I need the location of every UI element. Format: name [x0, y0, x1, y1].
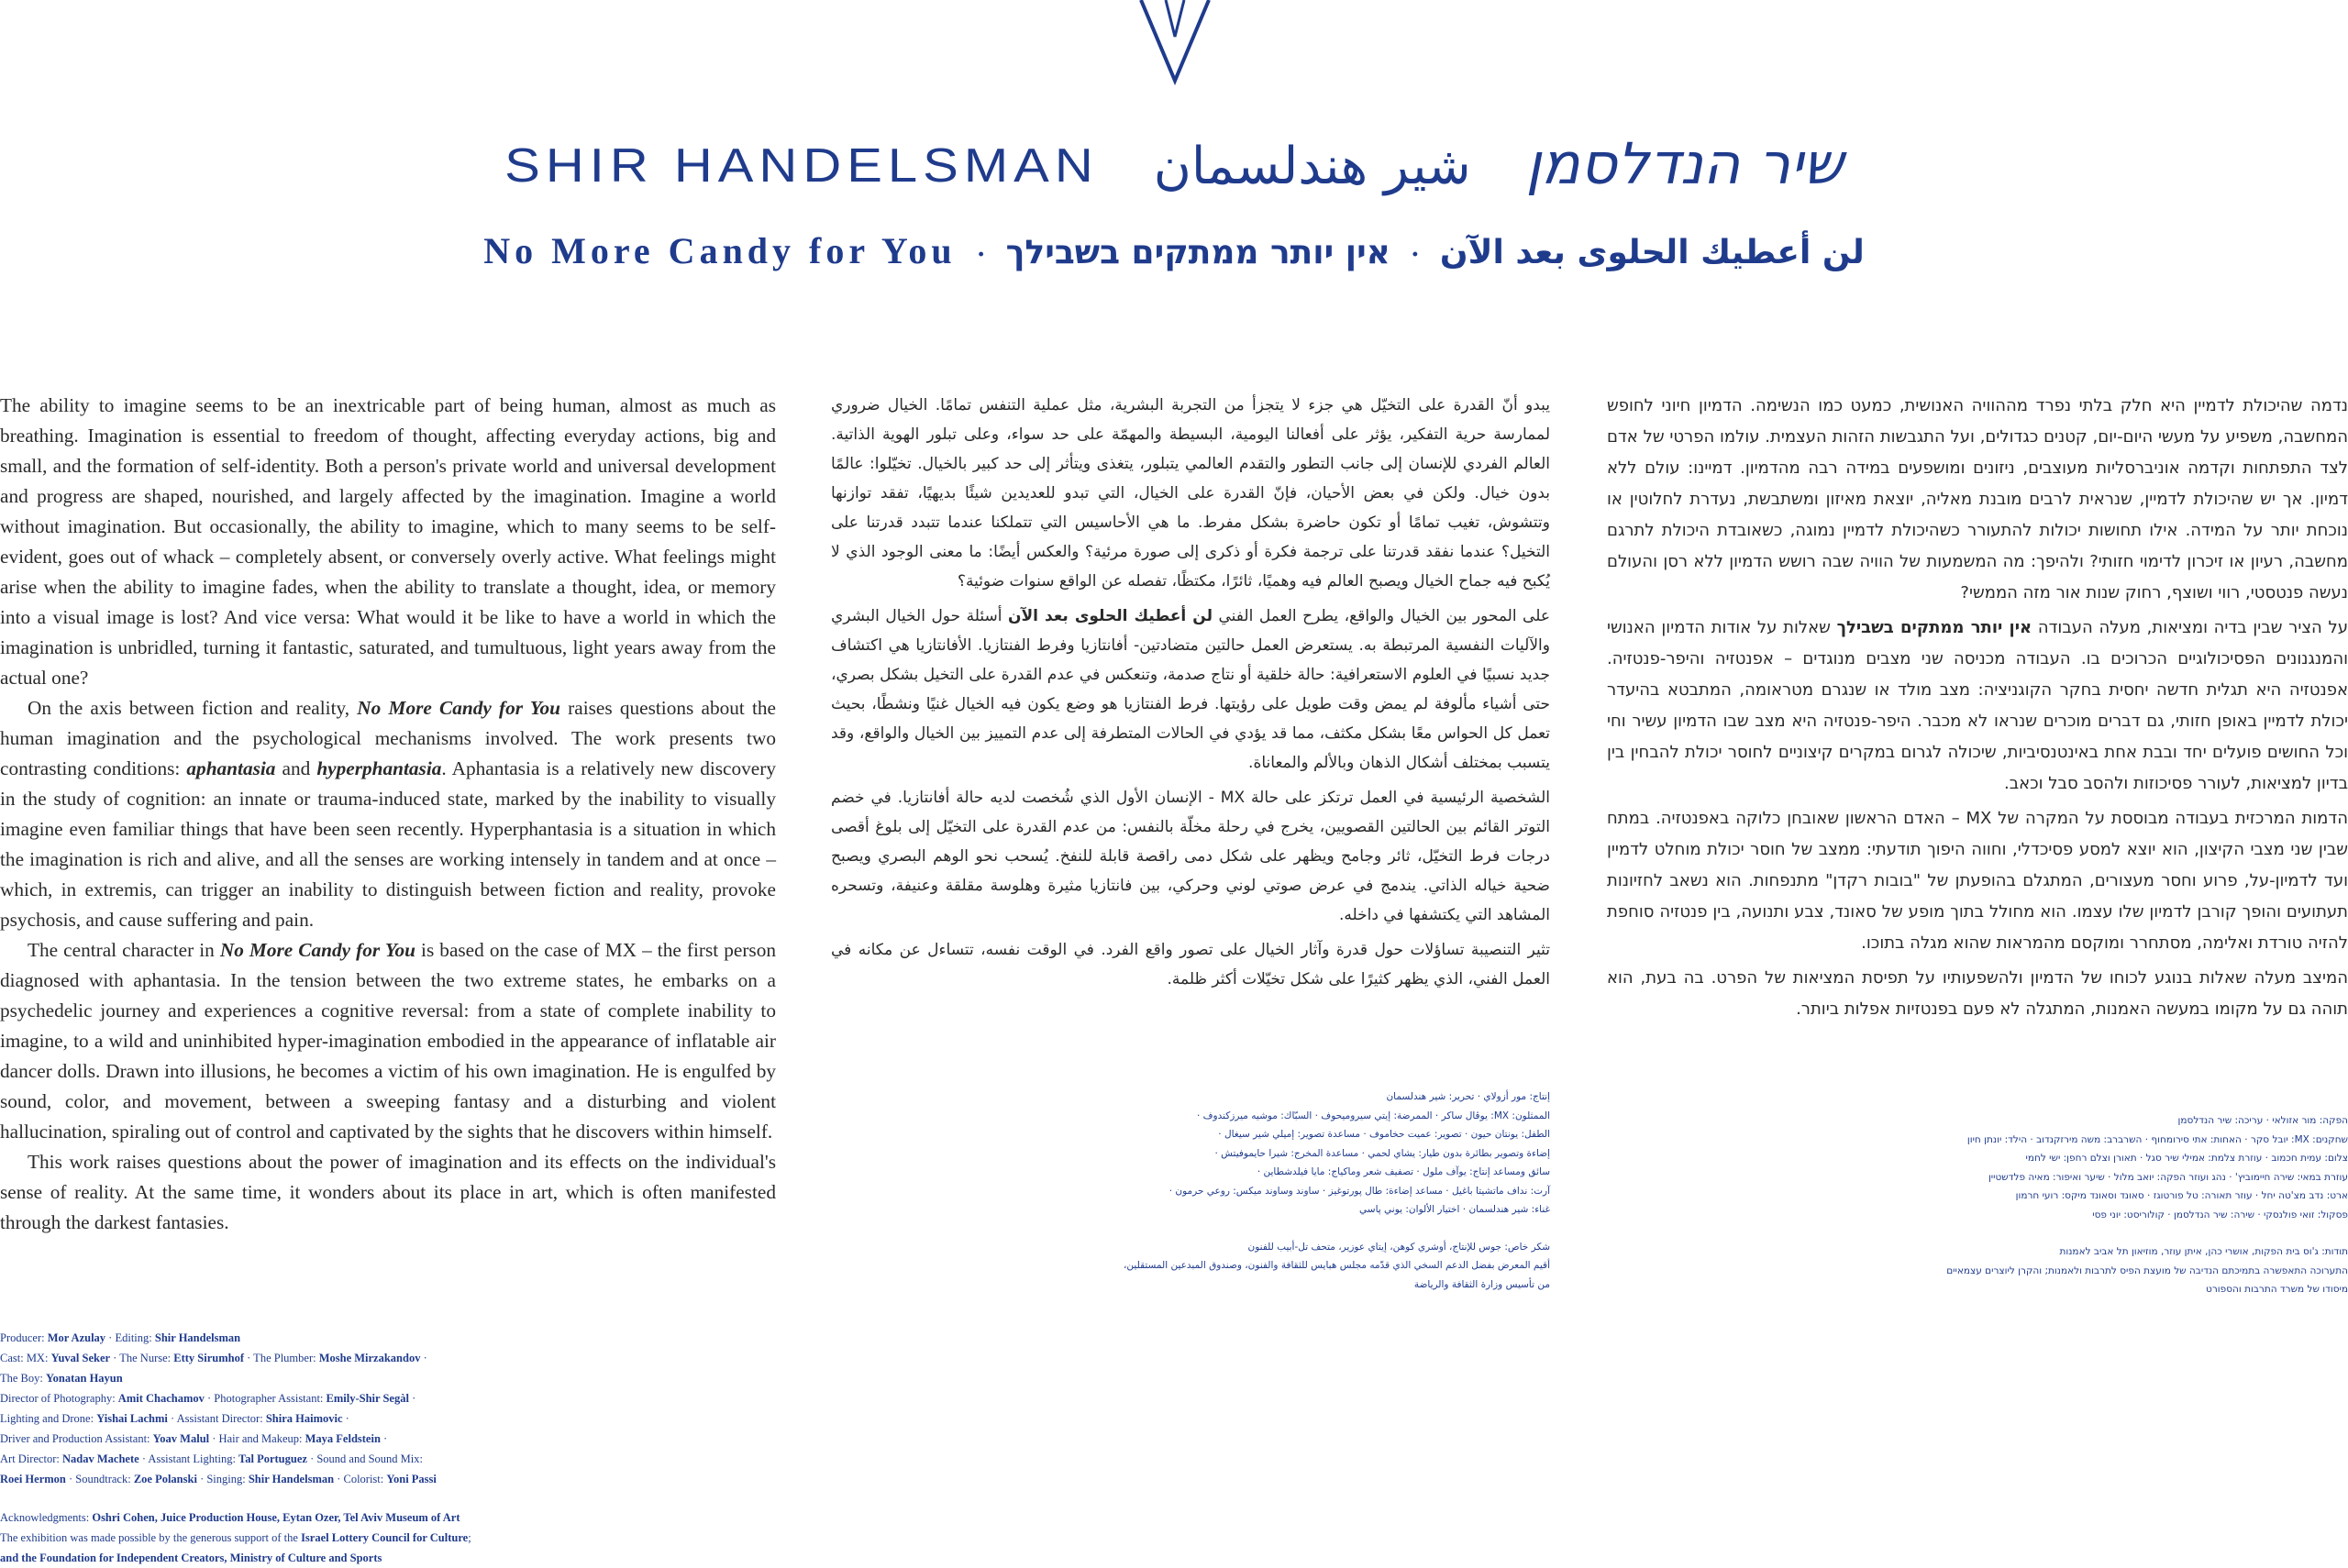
work-title-ar: لن أعطيك الحلوى بعد الآن [1439, 234, 1865, 271]
credit-line: ארט: נדב מצ'טה יחל · עוזר תאורה: טל פורטוגז · סאונד וסאונד מיקס: רועי חרמון [2015, 1190, 2348, 1201]
term-hyperphantasia: hyperphantasia [316, 757, 442, 779]
acknowledgments-line: תודות: ג'וס בית הפקות, אושרי כהן, איתן עוזר, מוזיאון תל אביב לאמנות [2059, 1246, 2348, 1257]
hebrew-paragraph: המיצב מעלה שאלות בנוגע לכוחו של הדמיון ולהשפעותיו על תפיסת המציאות של הפרט. בה בעת, הוא תוהה גם על מקומו במעשה האמנות, המתגלה לא פעם בפנטזיות אפלות ביותר. [1607, 968, 2348, 1019]
v-mark-icon [1134, 0, 1216, 87]
credit-line: Lighting and Drone: Yishai Lachmi · Assistant Director: Shira Haimovic · [0, 1412, 349, 1425]
credit-line: פסקול: זואי פולנסקי · שירה: שיר הנדלסמן · קולוריסט: יוני פסי [2092, 1209, 2348, 1220]
work-title-inline: No More Candy for You [357, 697, 560, 719]
work-title-inline: אין יותר ממתקים בשבילך [1836, 618, 2032, 637]
work-title-en: No More Candy for You [483, 230, 957, 271]
acknowledgments-line: Acknowledgments: Oshri Cohen, Juice Production House, Eytan Ozer, Tel Aviv Museum of Art [0, 1511, 460, 1524]
credit-line: Cast: MX: Yuval Seker · The Nurse: Etty Sirumhof · The Plumber: Moshe Mirzakandov · [0, 1352, 427, 1364]
support-line: من تأسيس وزارة الثقافة والرياضة [1413, 1278, 1550, 1290]
text-run: is based on the case of MX – the first person diagnosed with aphantasia. In the tension between the two extreme states, he embarks on a psychedelic journey and experiences a cognitive reversal: from a state of complete inability to imagine, to a wild and uninhibited hyper-imagination embodied in the appearance of inflatable air dancer dolls. Drawn into illusions, he becomes a victim of his own imagination. He is engulfed by sound, color, and movement, between a sweeping fantasy and a disturbing and violent hallucination, spiraling out of control and captivated by the sights that he discovers within himself. [0, 939, 777, 1143]
credit-line: The Boy: Yonatan Hayun [0, 1372, 123, 1385]
arabic-paragraph [831, 602, 1550, 778]
english-paragraph [0, 935, 776, 1147]
text-run: and [275, 757, 317, 779]
credit-line: הפקה: מור אזולאי · עריכה: שיר הנדלסמן [2177, 1115, 2348, 1126]
credit-line: עוזרת במאי: שירה חיימוביץ' · נהג ועוזר הפקה: יואב מלול · שיער ואיפור: מאיה פלדשטיין [1988, 1171, 2348, 1183]
credit-line: צלום: עמית חכמוב · עוזרת צלמת: אמילי שיר סגל · תאורן וצלם רחפן: ישי לחמי [2025, 1153, 2348, 1164]
support-line: התערוכה התאפשרה בתמיכתם הנדיבה של מועצת הפיס לתרבות ולאמנות; והקרן ליוצרים עצמאיים [1946, 1264, 2348, 1276]
credit-line: سائق ومساعد إنتاج: يوآف ملول · تصفيف شعر وماكياج: مايا فيلدشطاين · [1257, 1166, 1550, 1177]
english-credits [0, 1328, 789, 1568]
credit-line: Producer: Mor Azulay · Editing: Shir Handelsman [0, 1331, 241, 1344]
credit-line: Roei Hermon · Soundtrack: Zoe Polanski · Singing: Shir Handelsman · Colorist: Yoni Passi [0, 1473, 437, 1485]
support-line: The exhibition was made possible by the generous support of the Israel Lottery Council for Culture; [0, 1531, 471, 1544]
work-title-inline: No More Candy for You [219, 939, 415, 961]
arabic-credits [926, 1088, 1550, 1294]
arabic-paragraph: الشخصية الرئيسية في العمل ترتكز على حالة MX - الإنسان الأول الذي شُخصت لديه حالة أفانتازيا. في خضم التوتر القائم بين الحالتين القصويين، يخرج في رحلة مخلّة بالنفس: من عدم القدرة على التخيّل إلى بلوغ أقصى درجات فرط التخيّل، ثائر وجامح ويظهر على شكل دمى راقصة قابلة للنفخ. يُسحب نحو الوهم البصري ويصبح ضحية خياله الذاتي. يندمج في عرض صوتي لوني وحركي، بين فانتازيا مثيرة وهلوسة مقلقة وعنيفة، وتسحره المشاهد التي يكتشفها في داخله. [831, 789, 1550, 924]
hebrew-paragraph [1607, 613, 2348, 800]
support-line: أقيم المعرض بفضل الدعم السخي الذي قدّمه مجلس هبايس للثقافة والفنون، وصندوق المبدعين المستقلين، [1124, 1260, 1550, 1271]
separator-dot: · [1410, 239, 1420, 270]
credit-line: Driver and Production Assistant: Yoav Malul · Hair and Makeup: Maya Feldstein · [0, 1432, 388, 1445]
credit-line: آرت: نداف ماتشيتا باغيل · مساعد إضاءة: طال پورتوغيز · ساوند وساوند ميكس: روعي حرمون · [1168, 1185, 1550, 1197]
support-line: מיסודו של משרד התרבות והספורט [2206, 1284, 2348, 1295]
artist-name-ar: شير هندلسمان [1153, 137, 1471, 196]
credit-line: إضاءة وتصوير بطائرة بدون طيار: يشاي لحمي · مساعدة المخرج: شيرا حايموفيتش · [1214, 1147, 1550, 1159]
hebrew-paragraph: נדמה שהיכולת לדמיין היא חלק בלתי נפרד מההוויה האנושית, כמעט כמו הנשימה. הדמיון חיוני לחופש המחשבה, משפיע על מעשי היום-יום, קטנים כגדולים, ועל התגבשות הזהות העצמית. עולמו הפרטי של אדם לצד התפתחות וקדמה אוניברסליות מעוצבים, ניזונים ומושפעים במידה רבה מהדמיון. דמיינו: עולם ללא דמיון. אך יש שהיכולת לדמיין, שנראית לרבים מובנת מאליה, יוצאת מאיזון ומשתבשת, נעדרת לחלוטין או נוכחת יותר על המידה. אילו תחושות יכולות להתעורר כשהיכולת לדמיין נמוגה, כשאובדת היכולת לתרגם מחשבה, רעיון או זיכרון לדימוי חזותי? ולהיפך: מה המשמעות של הוויה שבה רושש הדמיון ללא רסן והעולם נעשה פנטסטי, רווי ושוצף, רחוק שנות אור מזה הממשי? [1607, 396, 2348, 602]
credit-line: الطفل: يونتان حيون · تصوير: عميت حخاموف · مساعدة تصوير: إميلي شير سيغال · [1218, 1129, 1550, 1140]
page-title [0, 130, 2348, 197]
credit-line: Art Director: Nadav Machete · Assistant Lighting: Tal Portuguez · Sound and Sound Mix: [0, 1452, 423, 1465]
text-run: On the axis between fiction and reality, [28, 697, 358, 719]
work-title-inline: لن أعطيك الحلوى بعد الآن [1007, 607, 1213, 625]
text-run: שאלות על אודות הדמיון האנושי והמנגנונים הפסיכולוגיים הכרוכים בו. העבודה מכניסה שני מצבים מנוגדים – אפנטזיה והיפר-פנטזיה. אפנטזיה היא תגלית חדשה יחסית בחקר הקוגניציה: מצב מולד או שנגרם מטראומה, המתבטא בהיעדר יכולת לדמיין באופן חזותי, גם דברים מוכרים שנראו לא מכבר. היפר-פנטזיה היא מצב שבו הדמיון עשיר וחי וכל החושים פועלים יחד ובבת אחת באינטנסיביות, שיכולה לגרום במקרים קיצוניים לחוסר יכולת להבחין בין בדיון למציאות, לעורר פסיכוזות ולהסב סבל וכאב. [1607, 618, 2348, 793]
text-run: raises questions about the human imagination and the psychological mechanisms involved. The work presents two contrasting conditions: [0, 697, 777, 779]
work-title [0, 229, 2348, 272]
artist-name-he: שיר הנדלסמן [1525, 130, 1844, 197]
credit-line: الممثلون: MX: يوڤال ساكر · الممرضة: إيتي سيروميحوف · السبّاك: موشيه ميرزكندوف · [1196, 1110, 1550, 1121]
text-run: על הציר שבין בדיה ומציאות, מעלה העבודה [2032, 618, 2348, 637]
english-paragraph: This work raises questions about the power of imagination and its effects on the individual's sense of reality. At the same time, it wonders about its place in art, which is often manifested through the darkest fantasies. [0, 1151, 776, 1233]
work-title-he: אין יותר ממתקים בשבילך [1005, 234, 1390, 271]
english-text-column [0, 391, 776, 1238]
credit-line: غناء: شير هندلسمان · اختيار الألوان: يوني پاسي [1359, 1204, 1550, 1215]
arabic-paragraph: تثير التنصيبة تساؤلات حول قدرة وآثار الخيال على تصور واقع الفرد. في الوقت نفسه، تتساءل عن مكانه في العمل الفني، الذي يظهر كثيرًا على شكل تخيّلات أكثر ظلمة. [831, 941, 1550, 988]
term-aphantasia: aphantasia [186, 757, 276, 779]
english-paragraph: The ability to imagine seems to be an inextricable part of being human, almost as much as breathing. Imagination is essential to freedom of thought, affecting everyday actions, big and small, and the formation of self-identity. Both a person's private world and universal development and progress are shaped, nourished, and largely affected by the imagination. Imagine a world without imagination. But occasionally, the ability to imagine, which to many seems to be self-evident, goes out of whack – completely absent, or conversely overly active. What feelings might arise when the ability to imagine fades, when the ability to translate a thought, idea, or memory into a visual image is lost? And vice versa: What would it be like to have a world in which the imagination is unbridled, turning it fantastic, saturated, and tumultuous, light years away from the actual one? [0, 394, 776, 689]
text-run: . Aphantasia is a relatively new discovery in the study of cognition: an innate or trauma-induced state, marked by the inability to visually imagine even familiar things that have been seen recently. Hyperphantasia is a situation in which the imagination is rich and alive, and all the senses are working intensely in tandem and at once – which, in extremis, can trigger an inability to distinguish between fiction and reality, provoke psychosis, and cause suffering and pain. [0, 757, 777, 931]
support-line: and the Foundation for Independent Creators, Ministry of Culture and Sports [0, 1551, 382, 1564]
text-run: أسئلة حول الخيال البشري والآليات النفسية المرتبطة به. يستعرض العمل حالتين متضادتين- أفانتازيا وفرط الفنتازيا. الأفانتازيا هي اكتشاف جديد نسبيًا في العلوم الاستعرافية: حالة خلقية أو نتاج صدمة، وتنعكس في عدم القدرة على التخيل بشكل بصري، حتى أشياء مألوفة لم يمض وقت طويل على رؤيتها. فرط الفنتازيا هو وضع يكون فيه الخيال غنيًا ونشطًا، بحيث تعمل كل الحواس معًا بشكل مكثف، مما قد يؤدي في الحالات المتطرفة إلى عدم التمييز بين الخيال والواقع، وقد يتسبب بمختلف أشكال الذهان وبالألم والمعاناة. [831, 607, 1550, 772]
credit-line: שחקנים: MX: יובל סקר · האחות: אתי סירומחוף · השרברב: משה מירזקנדוב · הילד: יונתן חיון [1966, 1133, 2348, 1145]
arabic-paragraph: يبدو أنّ القدرة على التخيّل هي جزء لا يتجزأ من التجربة البشرية، مثل عملية التنفس تمامًا. الخيال ضروري لممارسة حرية التفكير، يؤثر على أفعالنا اليومية، البسيطة والمهمّة على حد سواء، وعلى تبلور الهوية الذاتية. العالم الفردي للإنسان إلى جانب التطور والتقدم العالمي يتبلور، يتغذى ويتأثر إلى حد كبير بالخيال. تخيّلوا: عالمًا بدون خيال. ولكن في بعض الأحيان، فإنّ القدرة على الخيال، التي تبدو للعديدين شيئًا بديهيًا، تفقد توازنها وتتشوش، تغيب تمامًا أو تكون حاضرة بشكل مفرط. ما هي الأحاسيس التي تتملكنا عندما تتبدد قدرتنا على التخيل؟ عندما نفقد قدرتنا على ترجمة فكرة أو ذكرى إلى صورة مرئية؟ والعكس أيضًا: ما معنى الوجود الذي لا يُكبح فيه جماح الخيال ويصبح العالم فيه وهميًا، ثائرًا، مكتظًا، تفصله عن الواقع سنوات ضوئية؟ [831, 396, 1550, 591]
text-run: The central character in [28, 939, 220, 961]
hebrew-paragraph: הדמות המרכזית בעבודה מבוססת על המקרה של MX – האדם הראשון שאובחן כלוקה באפנטזיה. במתח שבין שני מצבי הקיצון, הוא יוצא למסע פסיכדלי, וחווה היפוך תודעתי: ממצב של חוסר יכולת מוחלט לדמיין ועד לדמיון-על, פרוע וחסר מעצורים, המתגלם בהופעתן של "בובות רקדן" מתנפחות. הוא נשאב לחזיונות תעתועים והופך קורבן לדמיון שלו עצמו. הוא מחולל בתוך מופע של סאונד, צבע ותנועה, בין פנטזיה סוחפת להזיה טורדת ואלימה, מסתחרר ומוקסם מהמראות שהוא מגלה בתוכו. [1607, 809, 2348, 953]
acknowledgments-line: شكر خاص: جوس للإنتاج، أوشري كوهن، إيتاي عوزير، متحف تل-أبيب للفنون [1247, 1241, 1550, 1253]
arabic-text-column [831, 391, 1550, 999]
credit-line: Director of Photography: Amit Chachamov · Photographer Assistant: Emily-Shir Segàl · [0, 1392, 416, 1405]
separator-dot: · [976, 239, 986, 270]
hebrew-credits [1607, 1111, 2348, 1299]
artist-name-en: SHIR HANDELSMAN [504, 138, 1099, 193]
hebrew-text-column [1607, 391, 2348, 1029]
text-run: على المحور بين الخيال والواقع، يطرح العمل الفني [1212, 607, 1550, 625]
english-paragraph [0, 693, 776, 935]
credit-line: إنتاج: مور أزولاي · تحرير: شير هندلسمان [1386, 1091, 1550, 1102]
